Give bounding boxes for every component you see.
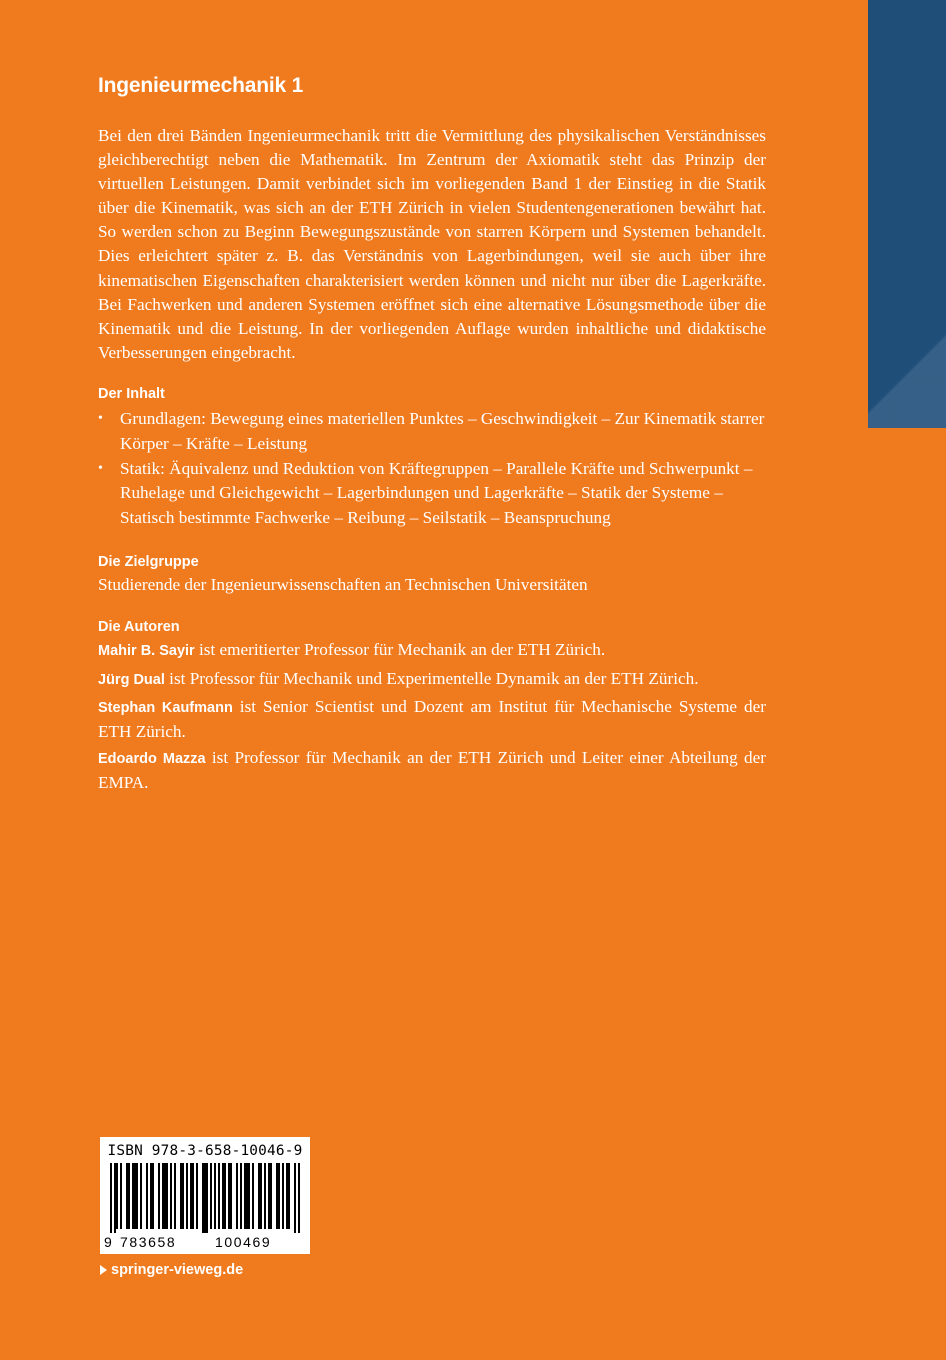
zielgruppe-section <box>98 554 766 597</box>
barcode-bar <box>116 1163 118 1229</box>
barcode-bar <box>128 1163 130 1229</box>
author-entry <box>98 746 766 794</box>
author-bio: ist Professor für Mechanik und Experimentelle Dynamik an der ETH Zürich. <box>164 668 699 688</box>
barcode-bar <box>204 1163 206 1233</box>
barcode-bar <box>162 1163 164 1229</box>
barcode-bar <box>150 1163 152 1229</box>
barcode-bar <box>236 1163 238 1229</box>
barcode-bar <box>114 1163 116 1233</box>
isbn-barcode <box>100 1137 310 1254</box>
publisher-url: springer-vieweg.de <box>111 1262 244 1278</box>
barcode-bar <box>164 1163 166 1229</box>
bullet-icon: • <box>98 460 103 476</box>
list-item <box>98 457 766 531</box>
book-title: Ingenieurmechanik 1 <box>98 74 304 97</box>
list-item-text: Statik: Äquivalenz und Reduktion von Kräftegruppen – Parallele Kräfte und Schwerpunkt – Ruhelage und Gleichgewicht – Lagerbindungen und Lagerkräfte – Statik der Systeme – Statisch bestimmte Fachwerke – Reibung – Seilstatik – Beanspruchung <box>120 458 753 528</box>
inhalt-section <box>98 386 766 531</box>
list-item <box>98 407 766 457</box>
barcode-bar <box>170 1163 172 1229</box>
barcode-bar <box>132 1163 134 1229</box>
barcode-bar <box>224 1163 226 1229</box>
barcode-bar <box>230 1163 232 1229</box>
barcode-bar <box>182 1163 184 1229</box>
barcode-bar <box>146 1163 148 1229</box>
author-entry <box>98 667 766 692</box>
barcode-bar <box>202 1163 204 1233</box>
barcode-bar <box>210 1163 212 1229</box>
barcode-bar <box>180 1163 182 1229</box>
zielgruppe-text: Studierende der Ingenieurwissenschaften an Technischen Universitäten <box>98 574 588 594</box>
barcode-digit-group-2: 100469 <box>215 1234 272 1250</box>
author-name: Edoardo Mazza <box>98 751 206 768</box>
side-bar-shade <box>868 324 946 428</box>
barcode-bar <box>140 1163 142 1229</box>
barcode-bar <box>110 1163 112 1233</box>
barcode-bar <box>298 1163 300 1233</box>
barcode-bar <box>252 1163 254 1229</box>
isbn-label: ISBN 978-3-658-10046-9 <box>107 1143 303 1159</box>
author-name: Stephan Kaufmann <box>98 699 233 716</box>
author-name: Mahir B. Sayir <box>98 643 195 660</box>
barcode-bar <box>214 1163 216 1229</box>
decorative-side-bar <box>868 0 946 428</box>
barcode-bar <box>136 1163 138 1229</box>
barcode-bar <box>166 1163 168 1229</box>
barcode-bar <box>218 1163 220 1229</box>
publisher-link[interactable] <box>100 1262 243 1278</box>
barcode-bar <box>120 1163 122 1229</box>
barcode-bars <box>110 1163 300 1233</box>
barcode-bar <box>248 1163 250 1229</box>
arrow-right-icon <box>100 1265 107 1275</box>
barcode-bar <box>192 1163 194 1229</box>
barcode-bar <box>206 1163 208 1233</box>
barcode-bar <box>174 1163 176 1229</box>
author-entry <box>98 695 766 743</box>
barcode-bar <box>260 1163 262 1229</box>
barcode-bar <box>152 1163 154 1229</box>
book-description: Bei den drei Bänden Ingenieurmechanik tritt die Vermittlung des physikalischen Verständnisses gleichberechtigt neben die Mathematik. Im Zentrum der Axiomatik steht das Prinzip der virtuellen Leistungen. Damit verbindet sich im vorliegenden Band 1 der Einstieg in die Statik über die Kinematik, was sich an der ETH Zürich in vielen Studentengenerationen bewährt hat. So werden schon zu Beginn Bewegungszustände von starren Körpern und Systemen behandelt. Dies erleichtert später z. B. das Verständnis von Lagerbindungen, weil sie auch über ihre kinematischen Eigenschaften charakterisiert werden können und nicht nur über die Lagerkräfte. Bei Fachwerken und anderen Systemen eröffnet sich eine alternative Lösungsmethode über die Kinematik und die Leistung. In der vorliegenden Auflage wurden inhaltliche und didaktische Verbesserungen eingebracht. <box>98 126 766 362</box>
barcode-bar <box>244 1163 246 1229</box>
barcode-bar <box>228 1163 230 1229</box>
bullet-icon: • <box>98 410 103 426</box>
inhalt-list <box>98 407 766 531</box>
back-cover-content <box>98 74 766 795</box>
author-bio: ist Senior Scientist und Dozent am Institut für Mechanische Systeme der ETH Zürich. <box>98 696 766 741</box>
inhalt-heading: Der Inhalt <box>98 385 165 402</box>
barcode-bar <box>240 1163 242 1229</box>
author-bio: ist emeritierter Professor für Mechanik an der ETH Zürich. <box>194 640 606 660</box>
barcode-bar <box>278 1163 280 1229</box>
barcode-bar <box>276 1163 278 1229</box>
barcode-bar <box>158 1163 160 1229</box>
barcode-bar <box>186 1163 188 1229</box>
barcode-bar <box>288 1163 290 1229</box>
barcode-bar <box>246 1163 248 1229</box>
barcode-bar <box>264 1163 266 1229</box>
barcode-digit-group-1: 783658 <box>120 1234 177 1250</box>
barcode-bar <box>190 1163 192 1229</box>
zielgruppe-heading: Die Zielgruppe <box>98 553 199 570</box>
author-entry <box>98 638 766 663</box>
author-bio: ist Professor für Mechanik an der ETH Zürich und Leiter einer Abteilung der EMPA. <box>98 748 766 793</box>
barcode-bar <box>286 1163 288 1229</box>
barcode-bar <box>126 1163 128 1229</box>
barcode-bar <box>282 1163 284 1229</box>
barcode-bar <box>270 1163 272 1229</box>
barcode-bar <box>294 1163 296 1233</box>
list-item-text: Grundlagen: Bewegung eines materiellen Punktes – Geschwindigkeit – Zur Kinematik starrer Körper – Kräfte – Leistung <box>120 408 765 453</box>
barcode-bar <box>196 1163 198 1229</box>
autoren-heading: Die Autoren <box>98 619 180 636</box>
barcode-lead-digit: 9 <box>104 1234 112 1250</box>
barcode-bar <box>258 1163 260 1229</box>
barcode-bar <box>222 1163 224 1229</box>
barcode-bar <box>268 1163 270 1229</box>
author-name: Jürg Dual <box>98 671 165 688</box>
autoren-section <box>98 619 766 794</box>
barcode-bar <box>134 1163 136 1229</box>
